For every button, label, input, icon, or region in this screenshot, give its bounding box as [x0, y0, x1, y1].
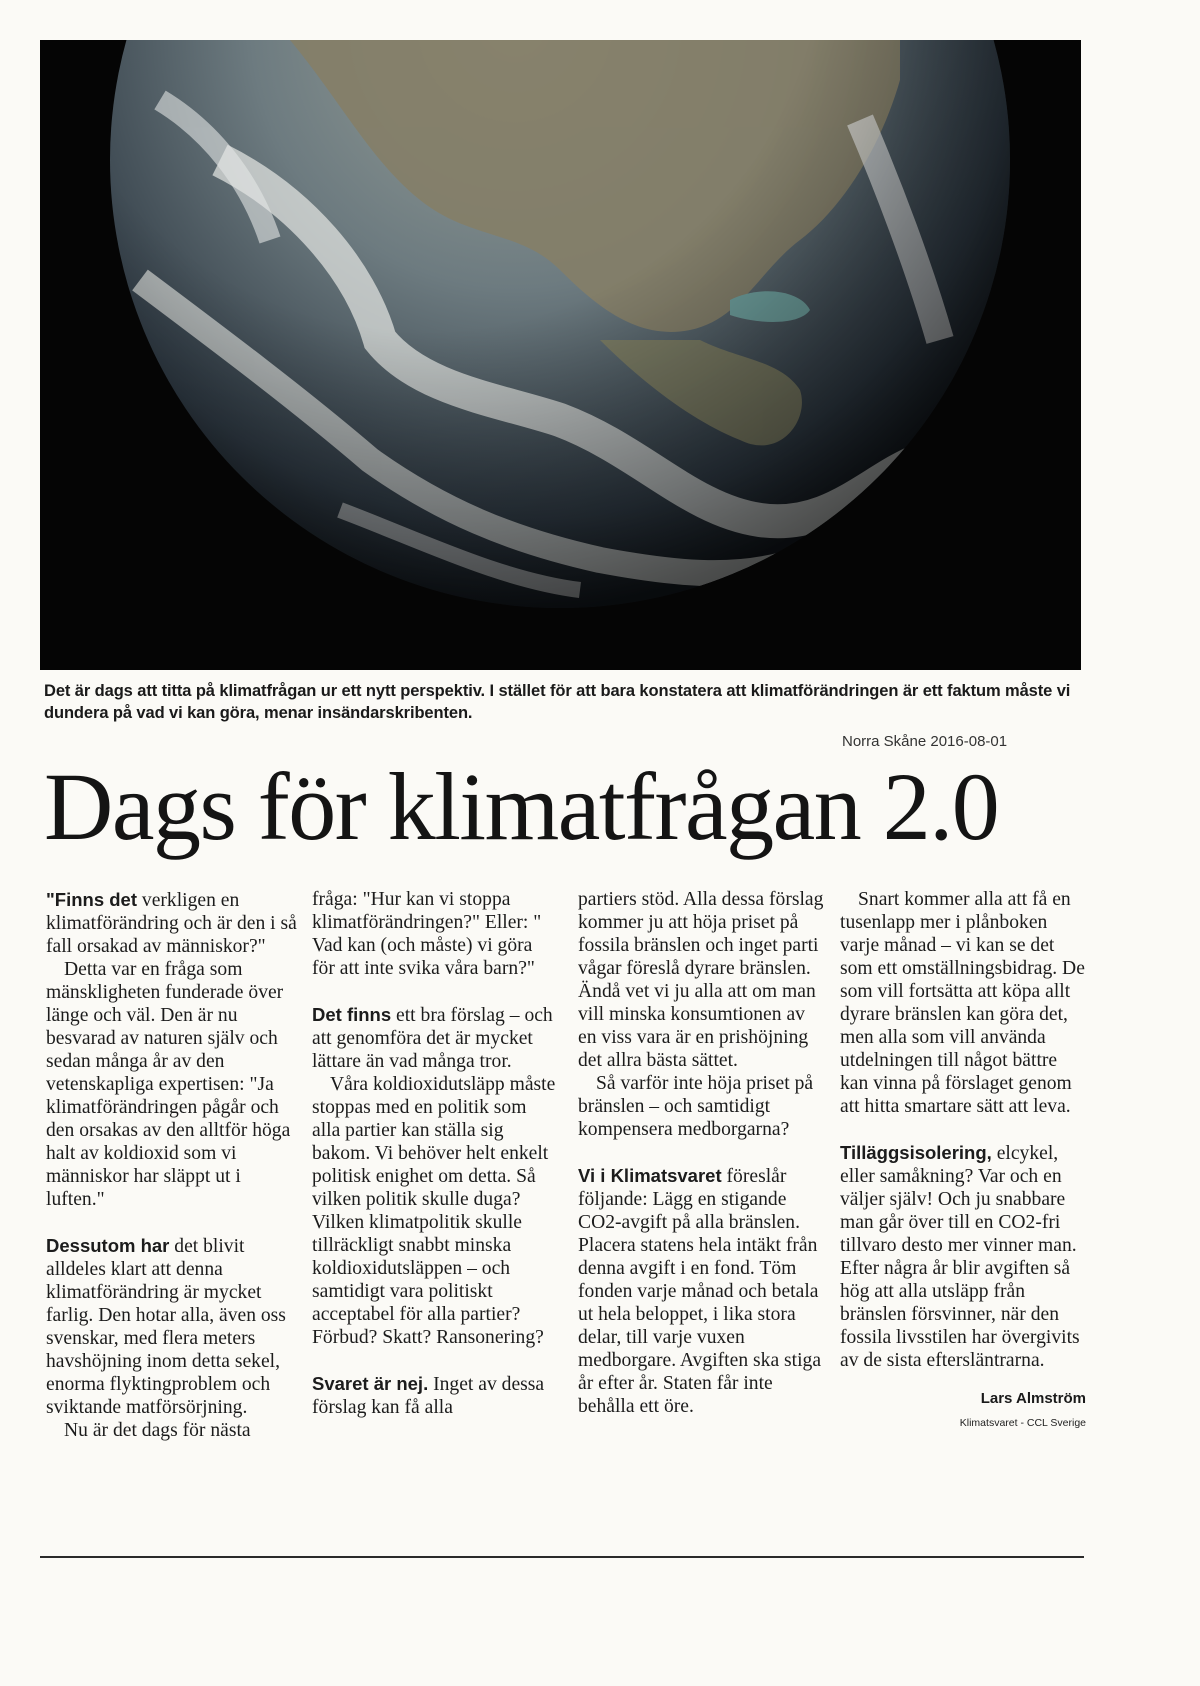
- paragraph-text: föreslår följande: Lägg en stigande CO2-avgift på alla bränslen. Placera statens hela intäkt från denna avgift i en fond. Töm fonden varje månad och betala ut hela beloppet, i lika stora delar, till varje vuxen medborgare. Avgiften ska stiga år efter år. Staten får inte behålla ett öre.: [578, 1166, 822, 1417]
- signature: [840, 1390, 1086, 1429]
- paragraph: [46, 1419, 298, 1442]
- paragraph-lead: "Finns det: [46, 889, 137, 910]
- paragraph: [46, 888, 298, 958]
- paragraph: [46, 1234, 298, 1419]
- paragraph-text: Ändå vet vi ju alla att om man vill minska konsumtionen av en viss vara är en prishöjning det allra bästa sättet.: [578, 981, 816, 1071]
- paragraph: [578, 980, 824, 1072]
- earth-image: [40, 40, 1081, 670]
- column-4: [840, 888, 1086, 1429]
- paragraph: [312, 1372, 558, 1419]
- paragraph: [578, 1072, 824, 1141]
- paragraph: [578, 1164, 824, 1418]
- paragraph: [312, 1073, 558, 1349]
- paragraph-text: elcykel, eller samåkning? Var och en väljer själv! Och ju snabbare man går över till en CO2-fri tillvaro desto mer vinner man. Efter några år blir avgiften så hög att alla utsläpp från bränslen försvinner, när den fossila livsstilen har övergivits av de sista eftersläntrarna.: [840, 1143, 1080, 1371]
- paragraph: [578, 888, 824, 980]
- photo-caption: Det är dags att titta på klimatfrågan ur ett nytt perspektiv. I stället för att bara konstatera att klimatförändringen är ett faktum måste vi dundera på vad vi kan göra, menar insändarskribenten.: [44, 682, 1071, 722]
- bottom-rule: [40, 1556, 1084, 1558]
- paragraph: [840, 1141, 1086, 1372]
- paragraph-text: fråga: "Hur kan vi stoppa klimatförändringen?" Eller: " Vad kan (och måste) vi göra för att inte svika våra barn?": [312, 889, 542, 979]
- paragraph: [312, 888, 558, 980]
- paragraph-lead: Tilläggsisolering,: [840, 1142, 992, 1163]
- paragraph: [46, 958, 298, 1211]
- paragraph-text: partiers stöd. Alla dessa förslag kommer ju att höja priset på fossila bränslen och inget parti vågar föreslå dyrare bränslen.: [578, 889, 824, 979]
- paragraph: [312, 1003, 558, 1073]
- paragraph-text: Detta var en fråga som mänskligheten funderade över länge och väl. Den är nu besvarad av naturen själv och sedan många år av den vetenskapliga expertisen: "Ja klimatförändringen pågår och den orsakas av den alltför höga halt av koldioxid som vi människor har släppt ut i luften.": [46, 959, 291, 1210]
- paragraph-text: ett bra förslag – och att genomföra det är mycket lättare än vad många tror.: [312, 1005, 553, 1072]
- paragraph-text: det blivit alldeles klart att denna klimatförändring är mycket farlig. Den hotar alla, även oss svenskar, med flera meters havshöjning inom detta sekel, enorma flyktingproblem och sviktande matförsörjning.: [46, 1236, 286, 1418]
- author-name: Lars Almström: [980, 1390, 1086, 1407]
- column-1: [46, 888, 298, 1442]
- headline: Dags för klimatfrågan 2.0: [44, 753, 999, 860]
- paragraph-text: Nu är det dags för nästa: [64, 1420, 251, 1441]
- paragraph-lead: Svaret är nej.: [312, 1373, 429, 1394]
- paragraph-text: Så varför inte höja priset på bränslen – och samtidigt kompensera medborgarna?: [578, 1073, 814, 1140]
- paragraph-text: Snart kommer alla att få en tusenlapp mer i plånboken varje månad – vi kan se det som ett omställningsbidrag. De som vill fortsätta att köpa allt dyrare bränslen kan göra det, men alla som vill använda utdelningen till något bättre kan vinna på förslaget genom att hitta smartare sätt att leva.: [840, 889, 1085, 1117]
- earth-photo: [40, 40, 1081, 670]
- paragraph-text: Våra koldioxidutsläpp måste stoppas med en politik som alla partier kan ställa sig bakom. Vi behöver helt enkelt politisk enighet om detta. Så vilken politik skulle duga? Vilken klimatpolitik skulle tillräckligt snabbt minska koldioxidutsläppen – och samtidigt vara politiskt acceptabel för alla partier? Förbud? Skatt? Ransonering?: [312, 1074, 556, 1348]
- author-organization: Klimatsvaret - CCL Sverige: [959, 1417, 1086, 1429]
- paragraph-text: verkligen en klimatförändring och är den i så fall orsakad av människor?": [46, 890, 297, 957]
- column-3: [578, 888, 824, 1418]
- paragraph-lead: Dessutom har: [46, 1235, 170, 1256]
- paragraph-text: Inget av dessa förslag kan få alla: [312, 1374, 545, 1418]
- paragraph: [840, 888, 1086, 1118]
- column-2: [312, 888, 558, 1419]
- paragraph-lead: Det finns: [312, 1004, 392, 1025]
- paragraph-lead: Vi i Klimatsvaret: [578, 1165, 722, 1186]
- source-date: Norra Skåne 2016-08-01: [842, 733, 1008, 750]
